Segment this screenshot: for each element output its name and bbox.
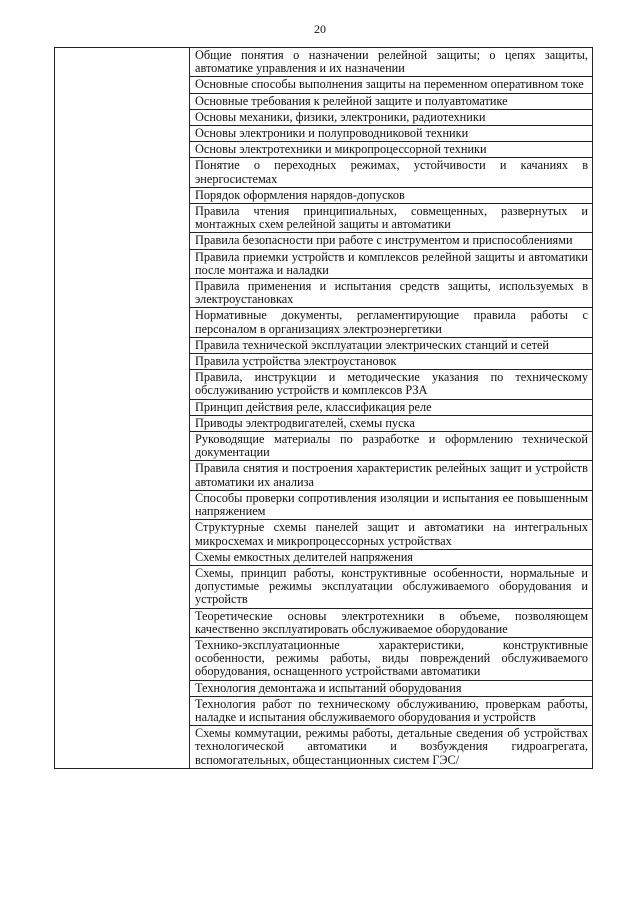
requirement-text-cell: Понятие о переходных режимах, устойчивости и качаниях в энергосистемах [190, 158, 593, 187]
requirement-text-cell: Порядок оформления нарядов-допусков [190, 187, 593, 203]
requirement-text-cell: Основы электротехники и микропроцессорной техники [190, 142, 593, 158]
requirement-text-cell: Основы электроники и полупроводниковой техники [190, 126, 593, 142]
requirement-text-cell: Технология работ по техническому обслуживанию, проверкам работы, наладке и испытания обслуживаемого оборудования и устройств [190, 696, 593, 725]
requirement-text-cell: Структурные схемы панелей защит и автоматики на интегральных микросхемах и микропроцессорных устройствах [190, 520, 593, 549]
requirement-text-cell: Правила устройства электроустановок [190, 354, 593, 370]
requirement-text-cell: Правила технической эксплуатации электрических станций и сетей [190, 337, 593, 353]
requirement-text-cell: Правила приемки устройств и комплексов релейной защиты и автоматики после монтажа и наладки [190, 249, 593, 278]
empty-left-column-cell [55, 48, 190, 769]
requirement-text-cell: Технико-эксплуатационные характеристики, конструктивные особенности, режимы работы, виды повреждений обслуживаемого оборудования, оснащенного устройствами автоматики [190, 637, 593, 680]
requirement-text-cell: Правила, инструкции и методические указания по техническому обслуживанию устройств и комплексов РЗА [190, 370, 593, 399]
requirement-text-cell: Приводы электродвигателей, схемы пуска [190, 415, 593, 431]
requirement-text-cell: Схемы емкостных делителей напряжения [190, 549, 593, 565]
requirement-text-cell: Нормативные документы, регламентирующие правила работы с персоналом в организациях электроэнергетики [190, 308, 593, 337]
requirement-text-cell: Основные способы выполнения защиты на переменном оперативном токе [190, 77, 593, 93]
table-row [55, 48, 593, 77]
requirement-text-cell: Общие понятия о назначении релейной защиты; о цепях защиты, автоматике управления и их назначении [190, 48, 593, 77]
requirement-text-cell: Правила снятия и построения характеристик релейных защит и устройств автоматики их анализа [190, 461, 593, 490]
requirement-text-cell: Схемы коммутации, режимы работы, детальные сведения об устройствах технологической автоматики и возбуждения гидроагрегата, вспомогательных, общестанционных систем ГЭС/ [190, 726, 593, 769]
knowledge-requirements-table [54, 47, 593, 769]
requirement-text-cell: Правила применения и испытания средств защиты, используемых в электроустановках [190, 279, 593, 308]
requirement-text-cell: Схемы, принцип работы, конструктивные особенности, нормальные и допустимые режимы эксплуатации обслуживаемого оборудования и устройств [190, 565, 593, 608]
requirement-text-cell: Способы проверки сопротивления изоляции и испытания ее повышенным напряжением [190, 490, 593, 519]
requirement-text-cell: Правила чтения принципиальных, совмещенных, развернутых и монтажных схем релейной защиты и автоматики [190, 204, 593, 233]
requirement-text-cell: Теоретические основы электротехники в объеме, позволяющем качественно эксплуатировать обслуживаемое оборудование [190, 608, 593, 637]
requirement-text-cell: Принцип действия реле, классификация реле [190, 399, 593, 415]
requirement-text-cell: Основные требования к релейной защите и полуавтоматике [190, 93, 593, 109]
requirement-text-cell: Правила безопасности при работе с инструментом и приспособлениями [190, 233, 593, 249]
table-body [55, 48, 593, 769]
page-number: 20 [314, 22, 326, 36]
requirement-text-cell: Основы механики, физики, электроники, радиотехники [190, 109, 593, 125]
requirement-text-cell: Технология демонтажа и испытаний оборудования [190, 680, 593, 696]
requirement-text-cell: Руководящие материалы по разработке и оформлению технической документации [190, 432, 593, 461]
